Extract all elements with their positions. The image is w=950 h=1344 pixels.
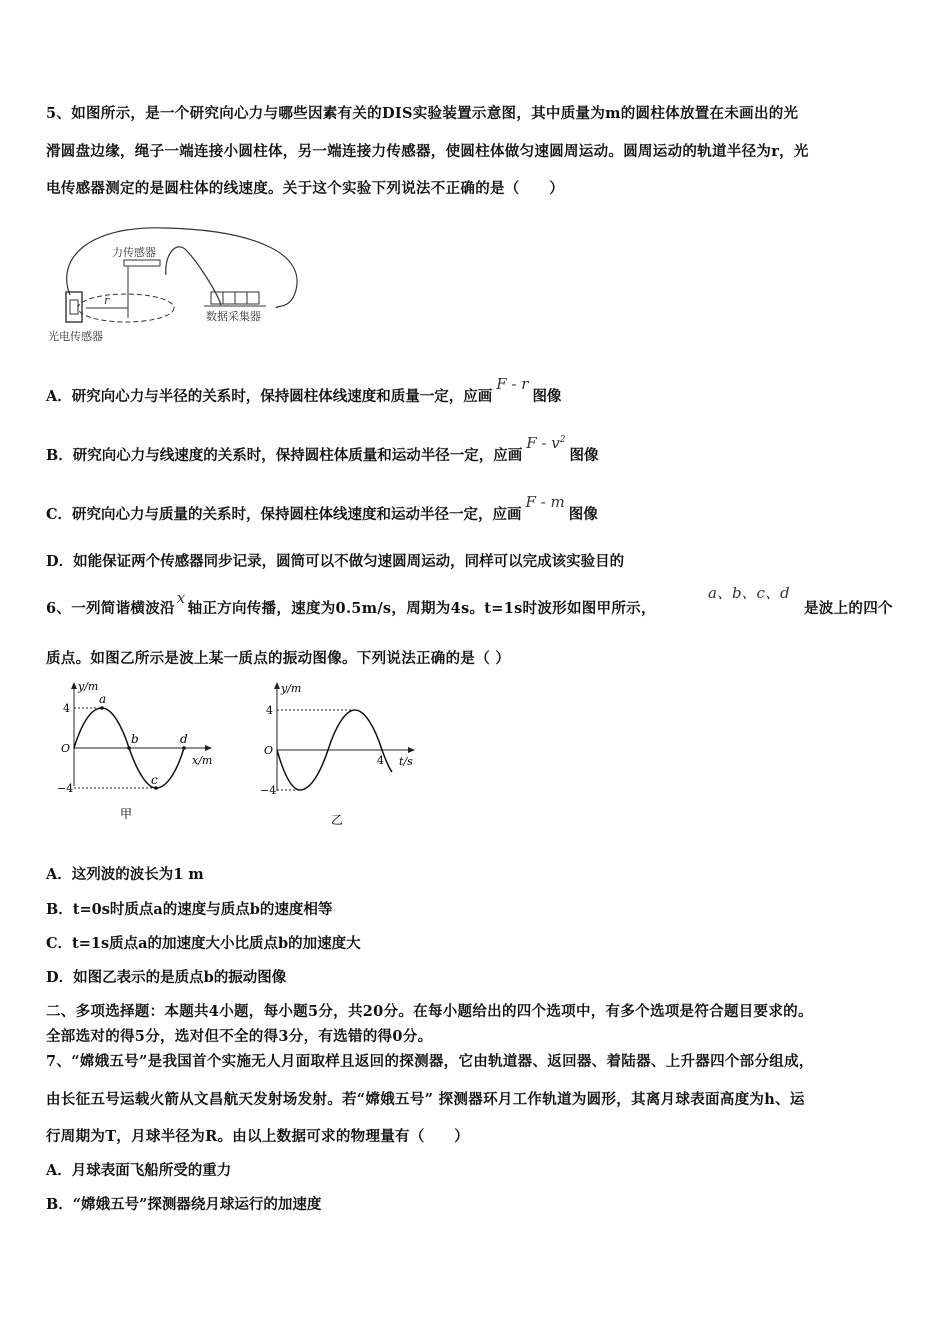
- q6-line-2: 质点。如图乙所示是波上某一质点的振动图像。下列说法正确的是（ ）: [46, 650, 511, 667]
- y-label: y/m: [281, 682, 302, 695]
- q5-option-c: [46, 493, 598, 524]
- q6-x-symbol: x: [176, 589, 186, 607]
- y-label: y/m: [78, 680, 99, 693]
- q5-option-a-text: A．研究向心力与半径的关系时，保持圆柱体线速度和质量一定，应画: [46, 388, 493, 405]
- q5-option-b-text: B．研究向心力与线速度的关系时，保持圆柱体质量和运动半径一定，应画: [46, 447, 523, 464]
- cable-2: [166, 247, 221, 305]
- q6-option-b: B．t=0s时质点a的速度与质点b的速度相等: [46, 901, 333, 918]
- photo-sensor-body: [66, 292, 82, 322]
- y-max-label: 4: [63, 702, 70, 715]
- q7-option-a: A．月球表面飞船所受的重力: [46, 1162, 232, 1179]
- force-sensor-label: 力传感器: [112, 246, 156, 259]
- q6-line-1-post: 是波上的四个: [804, 600, 893, 617]
- q6-option-c: C．t=1s质点a的加速度大小比质点b的加速度大: [46, 935, 361, 952]
- photo-sensor-inner: [70, 300, 78, 314]
- photo-sensor-label: 光电传感器: [48, 330, 103, 343]
- origin-label: O: [264, 744, 274, 757]
- q7-line-1: 7、“嫦娥五号”是我国首个实施无人月面取样且返回的探测器，它由轨道器、返回器、着陆器、上升器四个部分组成，: [46, 1053, 814, 1070]
- q5-option-d: D．如能保证两个传感器同步记录，圆筒可以不做匀速圆周运动，同样可以完成该实验目的: [46, 553, 625, 570]
- q7-line-2: 由长征五号运载火箭从文昌航天发射场发射。若“嫦娥五号” 探测器环月工作轨道为圆形，其离月球表面高度为h、运: [46, 1091, 805, 1108]
- y-min-label: −4: [260, 784, 277, 797]
- q5-option-b-math-base: F - v: [526, 434, 560, 452]
- q6-line-1-pre: 6、一列简谐横波沿: [46, 600, 175, 617]
- x-arrow: [408, 747, 415, 753]
- q5-apparatus-figure: [46, 220, 306, 345]
- caption-yi: 乙: [331, 813, 344, 827]
- q5-line-1: 5、如图所示，是一个研究向心力与哪些因素有关的DIS实验装置示意图，其中质量为m的圆柱体放置在未画出的光: [46, 105, 799, 122]
- y-arrow: [71, 682, 77, 689]
- q6-points-list: a、b、c、d: [708, 584, 790, 602]
- q6-option-d: D．如图乙表示的是质点b的振动图像: [46, 969, 287, 986]
- point-b-label: b: [131, 732, 139, 746]
- x-arrow: [205, 745, 212, 751]
- wave-graph-jia: [52, 676, 232, 826]
- point-c-label: c: [151, 773, 158, 787]
- y-min-label: −4: [57, 782, 74, 795]
- point-a-dot: [100, 706, 104, 710]
- q6-option-a: A．这列波的波长为1 m: [46, 866, 204, 883]
- q6-line-1: [46, 589, 656, 618]
- origin-label: O: [61, 742, 71, 755]
- point-d-label: d: [180, 732, 188, 746]
- x-label: x/m: [192, 754, 213, 767]
- q5-option-b-math-sup: 2: [559, 435, 566, 445]
- q5-option-b-math: [526, 434, 565, 452]
- q5-option-b: [46, 434, 599, 465]
- q5-line-2: 滑圆盘边缘，绳子一端连接小圆柱体，另一端连接力传感器，使圆柱体做匀速圆周运动。圆周运动的轨道半径为r，光: [46, 143, 809, 160]
- force-sensor-body: [124, 260, 160, 266]
- t-tick-label: 4: [377, 754, 384, 767]
- q5-option-a-math: F - r: [496, 375, 529, 393]
- q5-option-a: [46, 375, 562, 406]
- y-arrow: [274, 682, 280, 689]
- section2-line-1: 二、多项选择题：本题共4小题，每小题5分，共20分。在每小题给出的四个选项中，有多个选项是符合题目要求的。: [46, 1003, 813, 1020]
- point-d-dot: [182, 746, 186, 750]
- point-b-dot: [127, 746, 131, 750]
- q5-option-c-text: C．研究向心力与质量的关系时，保持圆柱体线速度和运动半径一定，应画: [46, 506, 522, 523]
- data-collector-label: 数据采集器: [206, 310, 261, 323]
- q5-option-c-math: F - m: [525, 493, 565, 511]
- radius-label: r: [104, 294, 110, 307]
- point-a-label: a: [99, 692, 107, 706]
- x-label: t/s: [399, 755, 413, 768]
- y-max-label: 4: [266, 704, 273, 717]
- q6-line-1-mid: 轴正方向传播，速度为0.5m/s，周期为4s。t=1s时波形如图甲所示，: [187, 600, 656, 617]
- caption-jia: 甲: [120, 807, 133, 821]
- q7-line-3: 行周期为T，月球半径为R。由以上数据可求的物理量有（ ）: [46, 1128, 470, 1145]
- q5-option-b-suffix: 图像: [569, 447, 599, 464]
- q5-option-a-suffix: 图像: [532, 388, 562, 405]
- section2-line-2: 全部选对的得5分，选对但不全的得3分，有选错的得0分。: [46, 1028, 433, 1045]
- vibration-graph-yi: [255, 676, 435, 831]
- q5-line-3: 电传感器测定的是圆柱体的线速度。关于这个实验下列说法不正确的是（ ）: [46, 180, 564, 197]
- q7-option-b: B．“嫦娥五号”探测器绕月球运行的加速度: [46, 1196, 322, 1213]
- q5-option-c-suffix: 图像: [568, 506, 598, 523]
